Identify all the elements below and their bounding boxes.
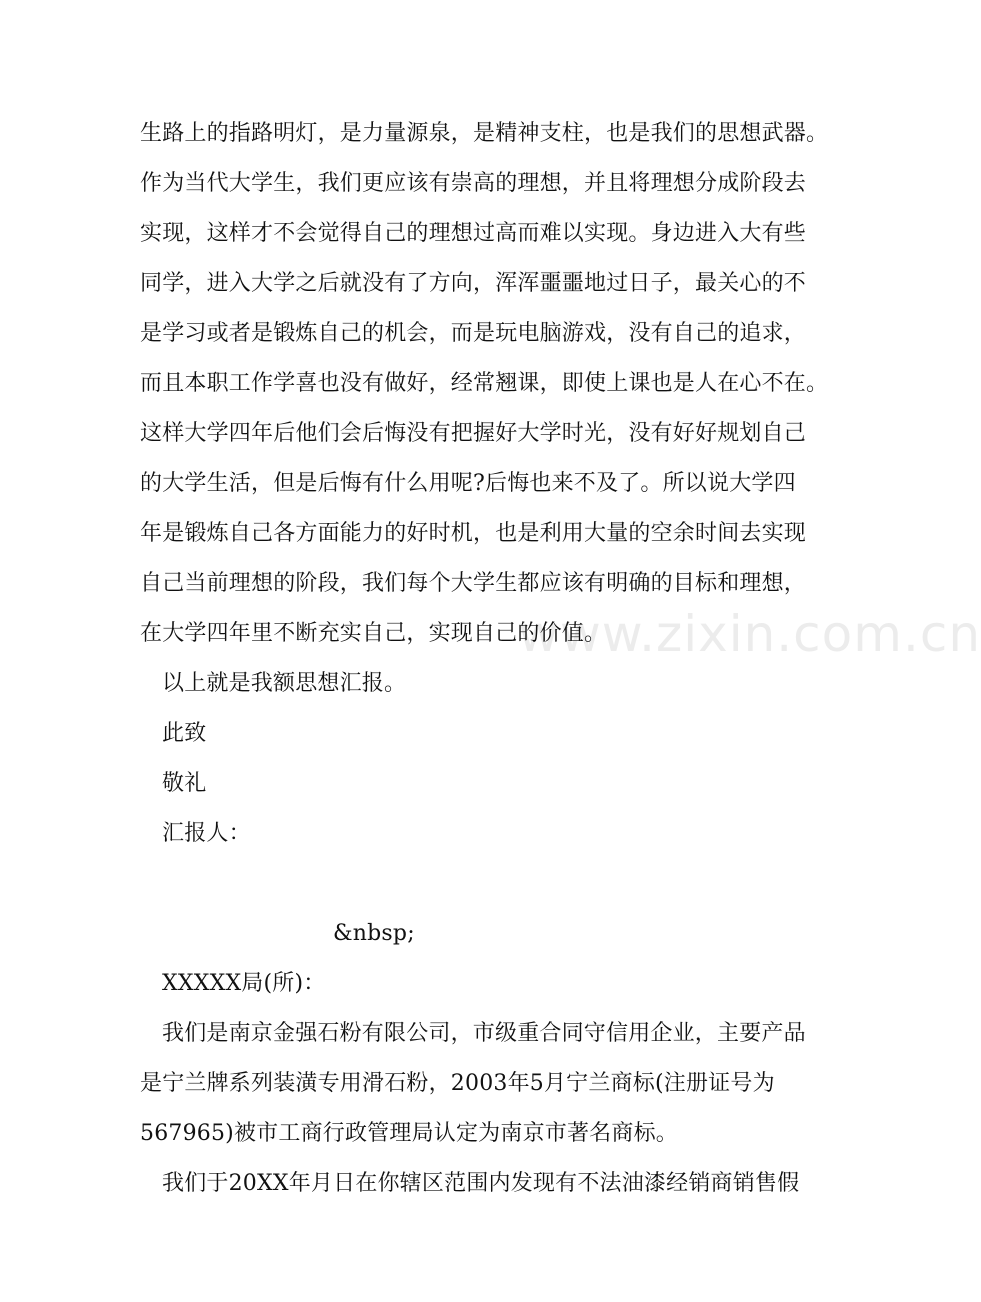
body-line: 是学习或者是锻炼自己的机会，而是玩电脑游戏，没有自己的追求，: [140, 321, 807, 346]
nbsp-text: &nbsp;: [333, 921, 415, 946]
watermark: www.zixin.com.cn: [518, 605, 981, 663]
letter-line: 我们于20XX年月日在你辖区范围内发现有不法油漆经销商销售假: [162, 1171, 800, 1196]
salutation-line: 敬礼: [162, 771, 207, 796]
body-line: 生路上的指路明灯，是力量源泉，是精神支柱，也是我们的思想武器。: [140, 121, 829, 146]
reporter-line: 汇报人：: [162, 821, 251, 846]
letter-line: 我们是南京金强石粉有限公司，市级重合同守信用企业，主要产品: [162, 1021, 806, 1046]
body-line: 实现，这样才不会觉得自己的理想过高而难以实现。身边进入大有些: [140, 221, 807, 246]
addressee-line: XXXXX局(所)：: [162, 971, 326, 996]
body-line: 同学，进入大学之后就没有了方向，浑浑噩噩地过日子，最关心的不: [140, 271, 807, 296]
body-line: 在大学四年里不断充实自己，实现自己的价值。: [140, 621, 607, 646]
summary-line: 以上就是我额思想汇报。: [162, 671, 407, 696]
body-line: 自己当前理想的阶段，我们每个大学生都应该有明确的目标和理想，: [140, 571, 807, 596]
letter-line: 567965)被市工商行政管理局认定为南京市著名商标。: [140, 1121, 678, 1146]
salutation-line: 此致: [162, 721, 207, 746]
body-line: 作为当代大学生，我们更应该有崇高的理想，并且将理想分成阶段去: [140, 171, 807, 196]
body-line: 这样大学四年后他们会后悔没有把握好大学时光，没有好好规划自己: [140, 421, 807, 446]
body-line: 年是锻炼自己各方面能力的好时机，也是利用大量的空余时间去实现: [140, 521, 807, 546]
body-line: 而且本职工作学喜也没有做好，经常翘课，即使上课也是人在心不在。: [140, 371, 829, 396]
letter-line: 是宁兰牌系列装潢专用滑石粉，2003年5月宁兰商标(注册证号为: [140, 1071, 775, 1096]
body-line: 的大学生活，但是后悔有什么用呢?后悔也来不及了。所以说大学四: [140, 471, 796, 496]
